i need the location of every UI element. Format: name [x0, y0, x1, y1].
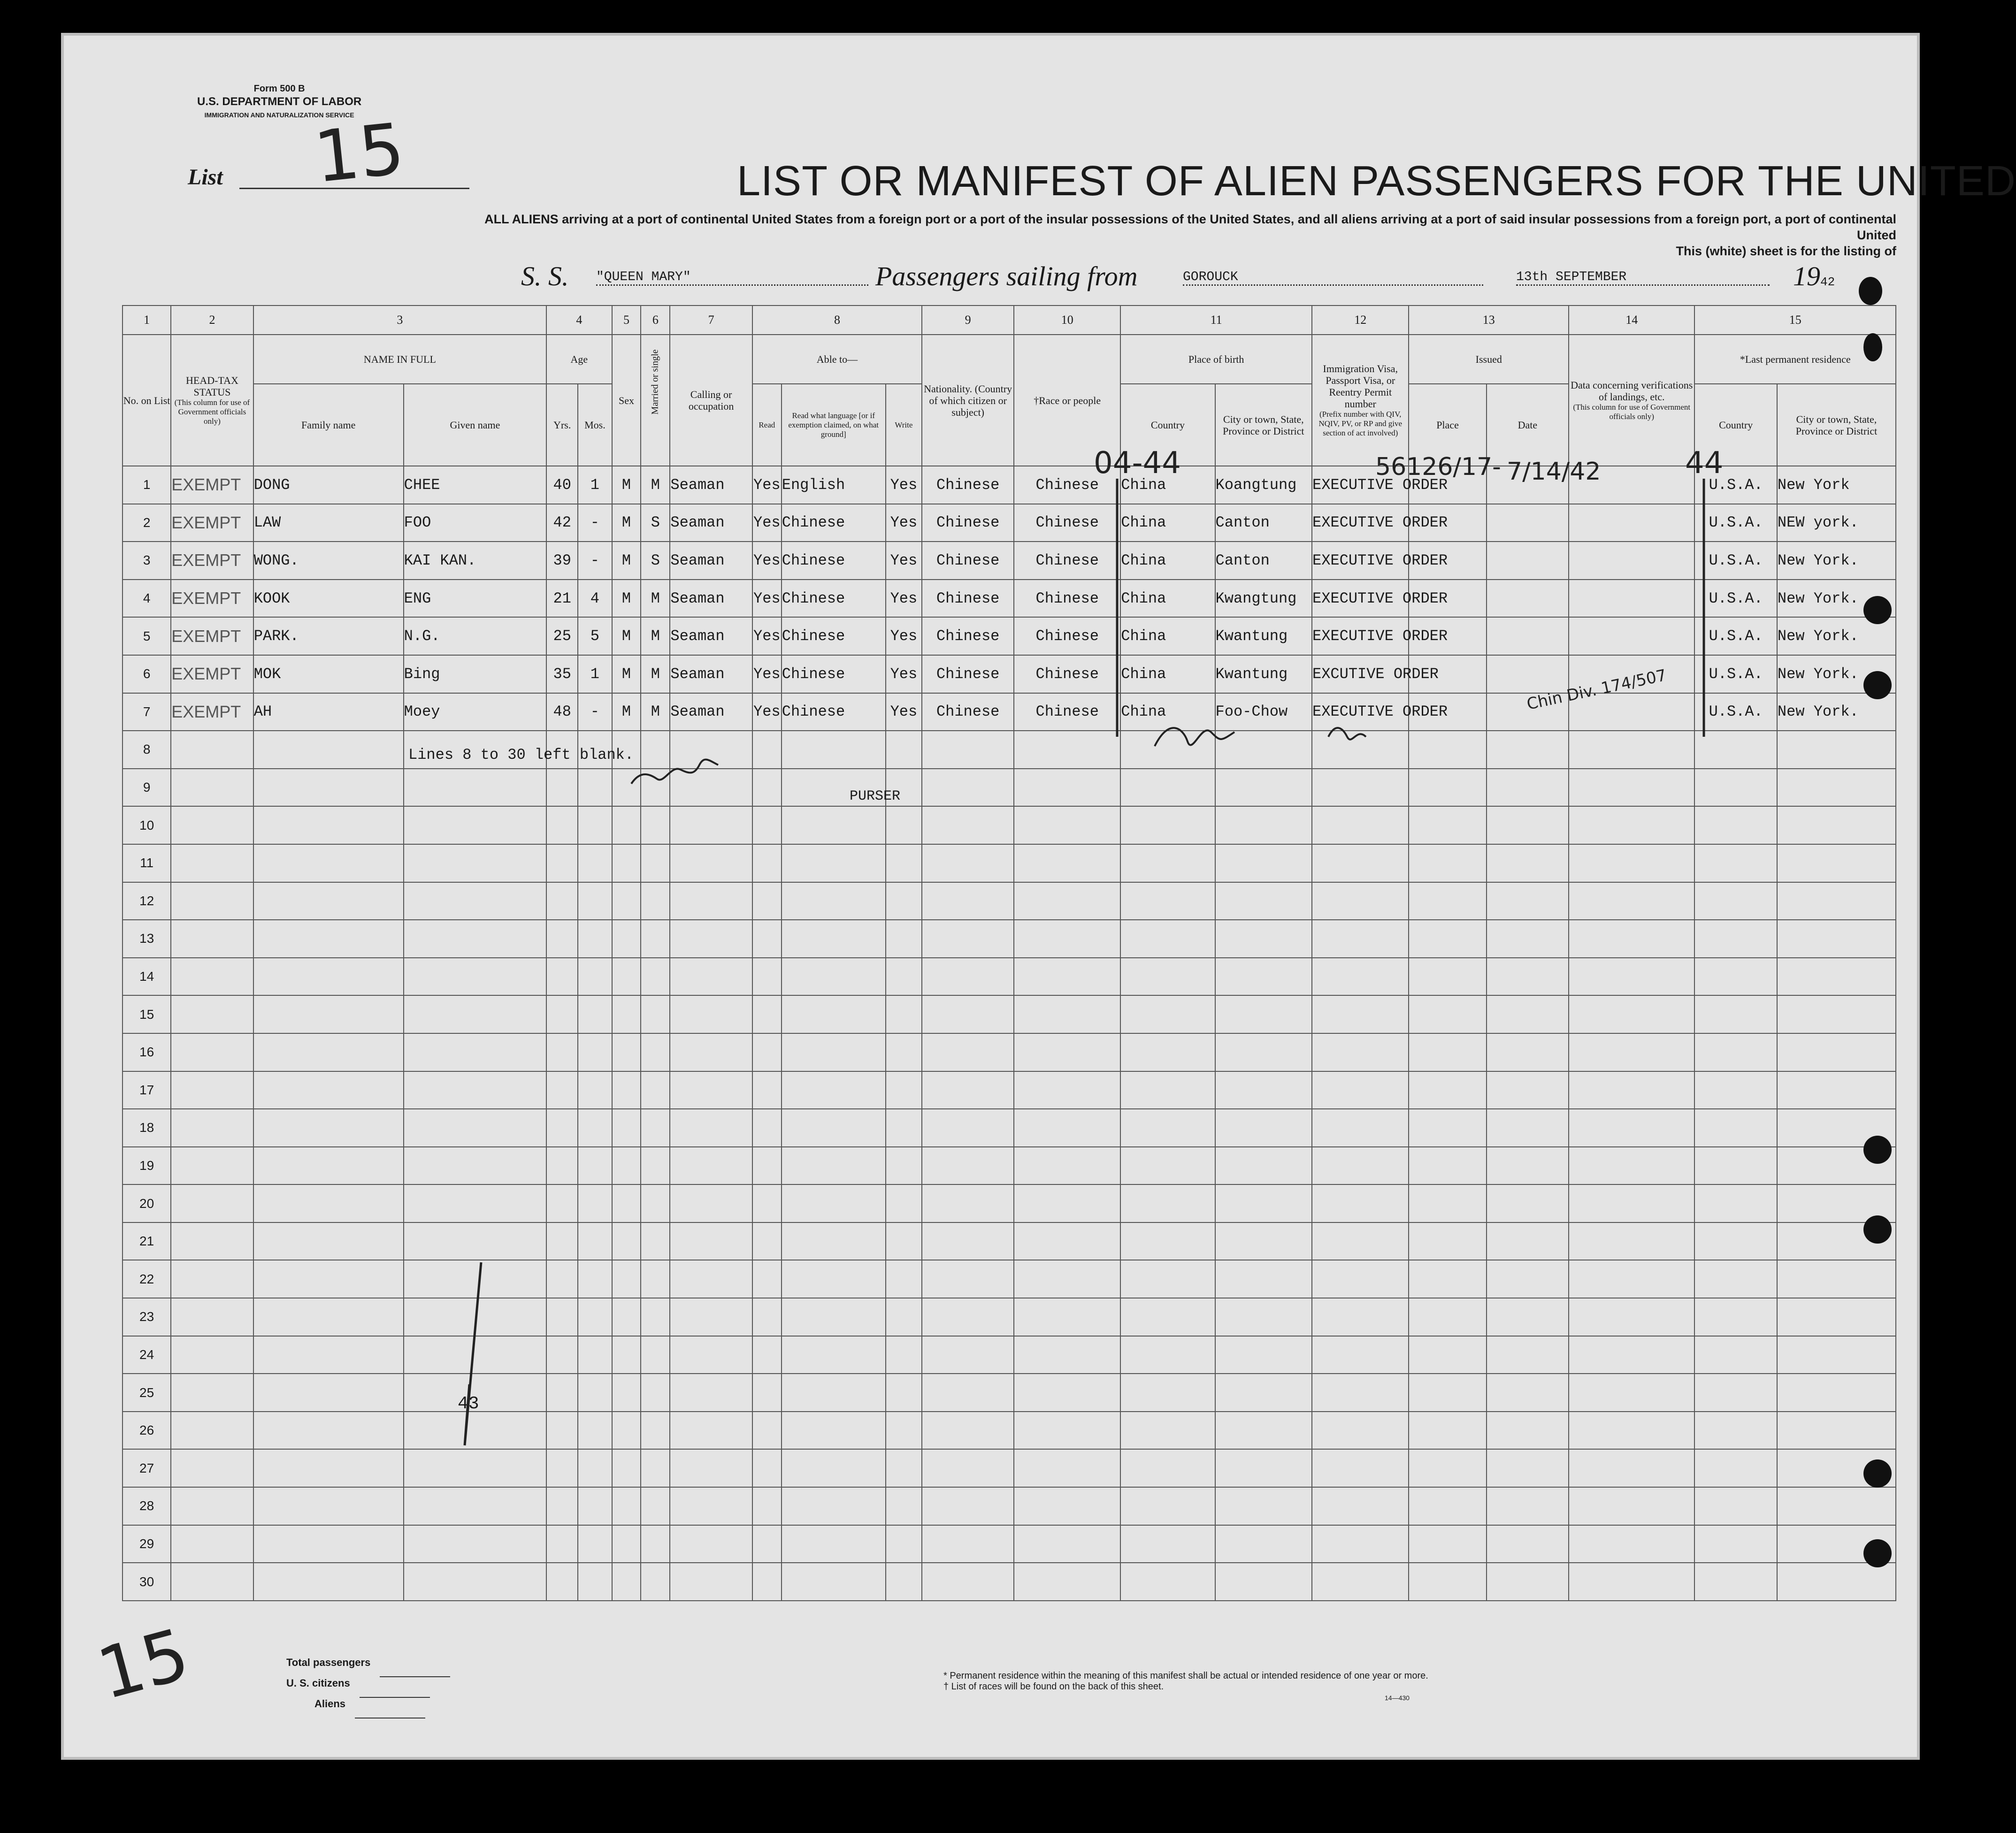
residence-city: New York. — [1777, 693, 1896, 731]
footnote-residence: * Permanent residence within the meaning of this manifest shall be actual or intended residence of one year or more. — [943, 1671, 1428, 1681]
list-number: 15 — [310, 108, 408, 199]
year-prefix: 19 — [1793, 261, 1820, 291]
header-language: Read what language [or if exemption claimed, on what ground] — [782, 384, 886, 466]
nationality: Chinese — [922, 580, 1014, 618]
visa-number: EXECUTIVE ORDER — [1312, 617, 1409, 655]
age-months: 4 — [578, 580, 612, 618]
sex: M — [612, 693, 641, 731]
residence-country: U.S.A. — [1694, 542, 1777, 580]
form-code: 14—430 — [1385, 1694, 1410, 1702]
age-years: 42 — [546, 504, 578, 542]
marital-status: M — [641, 617, 670, 655]
birth-country: China — [1120, 504, 1215, 542]
race: Chinese — [1014, 655, 1120, 693]
us-citizens-label: U. S. citizens — [286, 1677, 350, 1689]
footer-handwritten-number: 15 — [89, 1613, 198, 1716]
marital-status: S — [641, 542, 670, 580]
sailing-label: Passengers sailing from — [875, 261, 1138, 291]
occupation: Seaman — [670, 504, 752, 542]
col-num: 8 — [752, 306, 922, 335]
age-months: - — [578, 693, 612, 731]
header-birth-country: Country — [1120, 384, 1215, 466]
age-months: - — [578, 504, 612, 542]
read-language: English — [782, 466, 886, 504]
header-mos: Mos. — [578, 384, 612, 466]
header-name-in-full: NAME IN FULL — [253, 335, 546, 384]
birth-country: China — [1120, 580, 1215, 618]
residence-code-annotation: 44 — [1685, 446, 1724, 481]
punch-hole — [1863, 333, 1882, 361]
punch-hole — [1863, 596, 1892, 624]
row-number: 25 — [123, 1374, 171, 1412]
birth-city: Canton — [1215, 504, 1312, 542]
list-label: List — [188, 165, 223, 190]
landing-annotation: Chin Div. 174/507 — [1525, 665, 1668, 714]
header-read: Read — [752, 384, 782, 466]
visa-number: EXECUTIVE ORDER — [1312, 504, 1409, 542]
head-tax-title: HEAD-TAX STATUS — [186, 374, 238, 398]
sex: M — [612, 655, 641, 693]
issued-number-annotation: 56126/17- — [1375, 453, 1501, 481]
aliens-row — [286, 1698, 568, 1718]
us-citizens-line — [360, 1677, 430, 1698]
residence-country: U.S.A. — [1694, 504, 1777, 542]
sex: M — [612, 504, 641, 542]
can-read: Yes — [752, 693, 782, 731]
footer-totals — [286, 1657, 568, 1718]
nationality: Chinese — [922, 466, 1014, 504]
residence-city: New York — [1777, 466, 1896, 504]
citizens-row — [286, 1677, 568, 1698]
age-years: 35 — [546, 655, 578, 693]
sex: M — [612, 617, 641, 655]
birth-country: China — [1120, 693, 1215, 731]
nationality: Chinese — [922, 504, 1014, 542]
header-issued-place: Place — [1409, 384, 1486, 466]
residence-city: NEW york. — [1777, 504, 1896, 542]
age-months: - — [578, 542, 612, 580]
can-write: Yes — [886, 504, 922, 542]
row-number: 4 — [123, 580, 171, 618]
age-years: 48 — [546, 693, 578, 731]
header-calling: Calling or occupation — [670, 335, 752, 466]
visa-number: EXECUTIVE ORDER — [1312, 693, 1409, 731]
can-read: Yes — [752, 580, 782, 618]
tally-number: 43 — [458, 1394, 479, 1414]
residence-city: New York. — [1777, 655, 1896, 693]
can-read: Yes — [752, 466, 782, 504]
header-place-of-birth: Place of birth — [1120, 335, 1312, 384]
given-name: CHEE — [404, 466, 547, 504]
birth-city: Kwantung — [1215, 655, 1312, 693]
residence-country: U.S.A. — [1694, 466, 1777, 504]
inspector-signature — [1155, 728, 1234, 746]
total-row — [286, 1657, 568, 1677]
year-suffix: 42 — [1820, 275, 1835, 289]
can-write: Yes — [886, 693, 922, 731]
col-num: 3 — [253, 306, 546, 335]
header-res-country: Country — [1694, 384, 1777, 466]
can-write: Yes — [886, 466, 922, 504]
row-number: 28 — [123, 1487, 171, 1525]
occupation: Seaman — [670, 693, 752, 731]
row-number: 21 — [123, 1222, 171, 1260]
purser-signature — [631, 759, 718, 784]
total-passengers-line — [380, 1657, 450, 1677]
given-name: ENG — [404, 580, 547, 618]
header-nationality: Nationality. (Country of which citizen or subject) — [922, 335, 1014, 466]
handwriting-overlay — [61, 33, 1920, 1760]
ship-name: "QUEEN MARY" — [596, 270, 868, 286]
age-years: 39 — [546, 542, 578, 580]
marital-status: M — [641, 466, 670, 504]
birth-country: China — [1120, 655, 1215, 693]
ss-label: S. S. — [521, 261, 569, 291]
head-tax-note: (This column for use of Government officials only) — [174, 398, 250, 426]
age-years: 25 — [546, 617, 578, 655]
birth-city: Canton — [1215, 542, 1312, 580]
row-number: 1 — [123, 466, 171, 504]
married-label: Married or single — [650, 349, 660, 414]
col-num: 2 — [171, 306, 253, 335]
purser-label: PURSER — [850, 788, 901, 804]
row-number: 27 — [123, 1449, 171, 1487]
aliens-label: Aliens — [314, 1698, 346, 1710]
manifest-sheet — [61, 33, 2016, 1760]
aliens-line — [355, 1698, 425, 1718]
row-number: 13 — [123, 920, 171, 958]
footnote-races: † List of races will be found on the back of this sheet. — [943, 1681, 1164, 1692]
visa-note: (Prefix number with QIV, NQIV, PV, or RP and give section of act involved) — [1318, 410, 1403, 437]
header-given-name: Given name — [404, 384, 547, 466]
visa-number: EXECUTIVE ORDER — [1312, 542, 1409, 580]
occupation: Seaman — [670, 580, 752, 618]
col-num: 11 — [1120, 306, 1312, 335]
age-years: 21 — [546, 580, 578, 618]
read-language: Chinese — [782, 693, 886, 731]
can-read: Yes — [752, 542, 782, 580]
family-name: MOK — [253, 655, 404, 693]
footer-tally — [89, 1613, 198, 1716]
can-write: Yes — [886, 542, 922, 580]
given-name: N.G. — [404, 617, 547, 655]
row-number: 30 — [123, 1563, 171, 1601]
visa-number: EXECUTIVE ORDER — [1312, 466, 1409, 504]
head-tax-status: EXEMPT — [171, 617, 253, 655]
read-language: Chinese — [782, 542, 886, 580]
race: Chinese — [1014, 504, 1120, 542]
occupation: Seaman — [670, 617, 752, 655]
visa-number: EXECUTIVE ORDER — [1312, 580, 1409, 618]
race: Chinese — [1014, 542, 1120, 580]
header-family-name: Family name — [253, 384, 404, 466]
can-read: Yes — [752, 617, 782, 655]
head-tax-status: EXEMPT — [171, 580, 253, 618]
can-write: Yes — [886, 617, 922, 655]
service: IMMIGRATION AND NATURALIZATION SERVICE — [204, 111, 354, 119]
total-passengers-label: Total passengers — [286, 1657, 371, 1668]
footer-notes — [943, 1671, 1428, 1692]
punch-hole — [1863, 1539, 1892, 1567]
nationality: Chinese — [922, 542, 1014, 580]
col-num: 7 — [670, 306, 752, 335]
punch-hole — [1863, 671, 1892, 699]
col-num: 4 — [546, 306, 612, 335]
row-number: 29 — [123, 1525, 171, 1563]
nationality: Chinese — [922, 617, 1014, 655]
row-number: 5 — [123, 617, 171, 655]
occupation: Seaman — [670, 655, 752, 693]
header-no-on-list: No. on List — [123, 335, 171, 466]
intro-line-1: ALL ALIENS arriving at a port of continental United States from a foreign port or a port of the insular possessions of the United States, and all aliens arriving at a port of said insular possessions from a foreign port, a port of continental United — [484, 212, 1896, 242]
page-title: LIST OR MANIFEST OF ALIEN PASSENGERS FOR THE UNITED — [737, 158, 2016, 205]
birth-code-annotation: 04-44 — [1094, 446, 1181, 481]
header-issued-date: Date — [1487, 384, 1569, 466]
punch-hole — [1863, 1215, 1892, 1244]
col-num: 9 — [922, 306, 1014, 335]
row-number: 19 — [123, 1147, 171, 1185]
intro-line-2: This (white) sheet is for the listing of — [1676, 244, 1896, 258]
row-number: 22 — [123, 1260, 171, 1298]
birth-country: China — [1120, 617, 1215, 655]
residence-country: U.S.A. — [1694, 580, 1777, 618]
visa-title: Immigration Visa, Passport Visa, or Reentry Permit number — [1323, 363, 1398, 410]
read-language: Chinese — [782, 617, 886, 655]
department: U.S. DEPARTMENT OF LABOR — [197, 95, 362, 108]
row-number: 10 — [123, 806, 171, 844]
residence-city: New York. — [1777, 542, 1896, 580]
row-number: 20 — [123, 1184, 171, 1222]
head-tax-status: EXEMPT — [171, 504, 253, 542]
visa-number: EXCUTIVE ORDER — [1312, 655, 1409, 693]
row-number: 15 — [123, 995, 171, 1033]
row-number: 18 — [123, 1109, 171, 1147]
header-sex: Sex — [612, 335, 641, 466]
head-tax-status: EXEMPT — [171, 693, 253, 731]
col-num: 13 — [1409, 306, 1569, 335]
nationality: Chinese — [922, 693, 1014, 731]
given-name: KAI KAN. — [404, 542, 547, 580]
col-num: 14 — [1569, 306, 1694, 335]
inspector-initials — [1328, 728, 1366, 740]
row-number: 16 — [123, 1033, 171, 1071]
departure-date: 13th SEPTEMBER — [1516, 270, 1770, 286]
punch-hole — [1859, 277, 1882, 305]
form-number: Form 500 B — [253, 84, 305, 94]
family-name: DONG — [253, 466, 404, 504]
read-language: Chinese — [782, 580, 886, 618]
col-num: 6 — [641, 306, 670, 335]
row-number: 3 — [123, 542, 171, 580]
marital-status: M — [641, 693, 670, 731]
family-name: AH — [253, 693, 404, 731]
read-language: Chinese — [782, 655, 886, 693]
sex: M — [612, 542, 641, 580]
head-tax-status: EXEMPT — [171, 542, 253, 580]
sex: M — [612, 466, 641, 504]
row-number: 14 — [123, 958, 171, 996]
age-months: 1 — [578, 655, 612, 693]
punch-hole — [1863, 1136, 1892, 1164]
birth-city: Kwangtung — [1215, 580, 1312, 618]
departure-port: GOROUCK — [1183, 270, 1483, 286]
col-num: 12 — [1312, 306, 1409, 335]
can-read: Yes — [752, 504, 782, 542]
age-years: 40 — [546, 466, 578, 504]
birth-city: Kwantung — [1215, 617, 1312, 655]
given-name: Moey — [404, 693, 547, 731]
residence-city: New York. — [1777, 617, 1896, 655]
read-language: Chinese — [782, 504, 886, 542]
race: Chinese — [1014, 693, 1120, 731]
row-number: 2 — [123, 504, 171, 542]
row-number: 17 — [123, 1071, 171, 1109]
header-able-to: Able to— — [752, 335, 922, 384]
header-issued: Issued — [1409, 335, 1569, 384]
row-number: 8 — [123, 731, 171, 769]
can-write: Yes — [886, 655, 922, 693]
occupation: Seaman — [670, 466, 752, 504]
occupation: Seaman — [670, 542, 752, 580]
age-months: 1 — [578, 466, 612, 504]
sex: M — [612, 580, 641, 618]
landing-title: Data concerning verifications of landings, etc. — [1571, 379, 1693, 403]
residence-country: U.S.A. — [1694, 693, 1777, 731]
row-number: 7 — [123, 693, 171, 731]
col-num: 15 — [1694, 306, 1896, 335]
family-name: KOOK — [253, 580, 404, 618]
birth-city: Koangtung — [1215, 466, 1312, 504]
row-number: 23 — [123, 1298, 171, 1336]
row-number: 11 — [123, 844, 171, 882]
birth-country: China — [1120, 542, 1215, 580]
row-number: 6 — [123, 655, 171, 693]
issued-date-annotation: 7/14/42 — [1507, 458, 1601, 486]
head-tax-status: EXEMPT — [171, 655, 253, 693]
col-num: 5 — [612, 306, 641, 335]
header-race: †Race or people — [1014, 335, 1120, 466]
row-number: 9 — [123, 769, 171, 807]
col-num: 10 — [1014, 306, 1120, 335]
head-tax-status: EXEMPT — [171, 466, 253, 504]
residence-country: U.S.A. — [1694, 617, 1777, 655]
landing-note: (This column for use of Government officials only) — [1573, 403, 1691, 421]
header-last-residence: *Last permanent residence — [1694, 335, 1896, 384]
marital-status: M — [641, 655, 670, 693]
birth-city: Foo-Chow — [1215, 693, 1312, 731]
given-name: Bing — [404, 655, 547, 693]
row-number: 24 — [123, 1336, 171, 1374]
punch-hole — [1863, 1459, 1892, 1488]
residence-country: U.S.A. — [1694, 655, 1777, 693]
family-name: PARK. — [253, 617, 404, 655]
residence-city: New York. — [1777, 580, 1896, 618]
family-name: LAW — [253, 504, 404, 542]
check-mark — [465, 1262, 481, 1445]
given-name: FOO — [404, 504, 547, 542]
header-age: Age — [546, 335, 612, 384]
race: Chinese — [1014, 580, 1120, 618]
col-num: 1 — [123, 306, 171, 335]
row-number: 26 — [123, 1412, 171, 1450]
marital-status: S — [641, 504, 670, 542]
race: Chinese — [1014, 466, 1120, 504]
header-yrs: Yrs. — [546, 384, 578, 466]
age-months: 5 — [578, 617, 612, 655]
header-birth-city: City or town, State, Province or District — [1215, 384, 1312, 466]
family-name: WONG. — [253, 542, 404, 580]
header-res-city: City or town, State, Province or District — [1777, 384, 1896, 466]
marital-status: M — [641, 580, 670, 618]
birth-country: China — [1120, 466, 1215, 504]
blank-lines-note: Lines 8 to 30 left blank. — [408, 746, 634, 764]
row-number: 12 — [123, 882, 171, 920]
can-write: Yes — [886, 580, 922, 618]
can-read: Yes — [752, 655, 782, 693]
nationality: Chinese — [922, 655, 1014, 693]
header-write: Write — [886, 384, 922, 466]
race: Chinese — [1014, 617, 1120, 655]
